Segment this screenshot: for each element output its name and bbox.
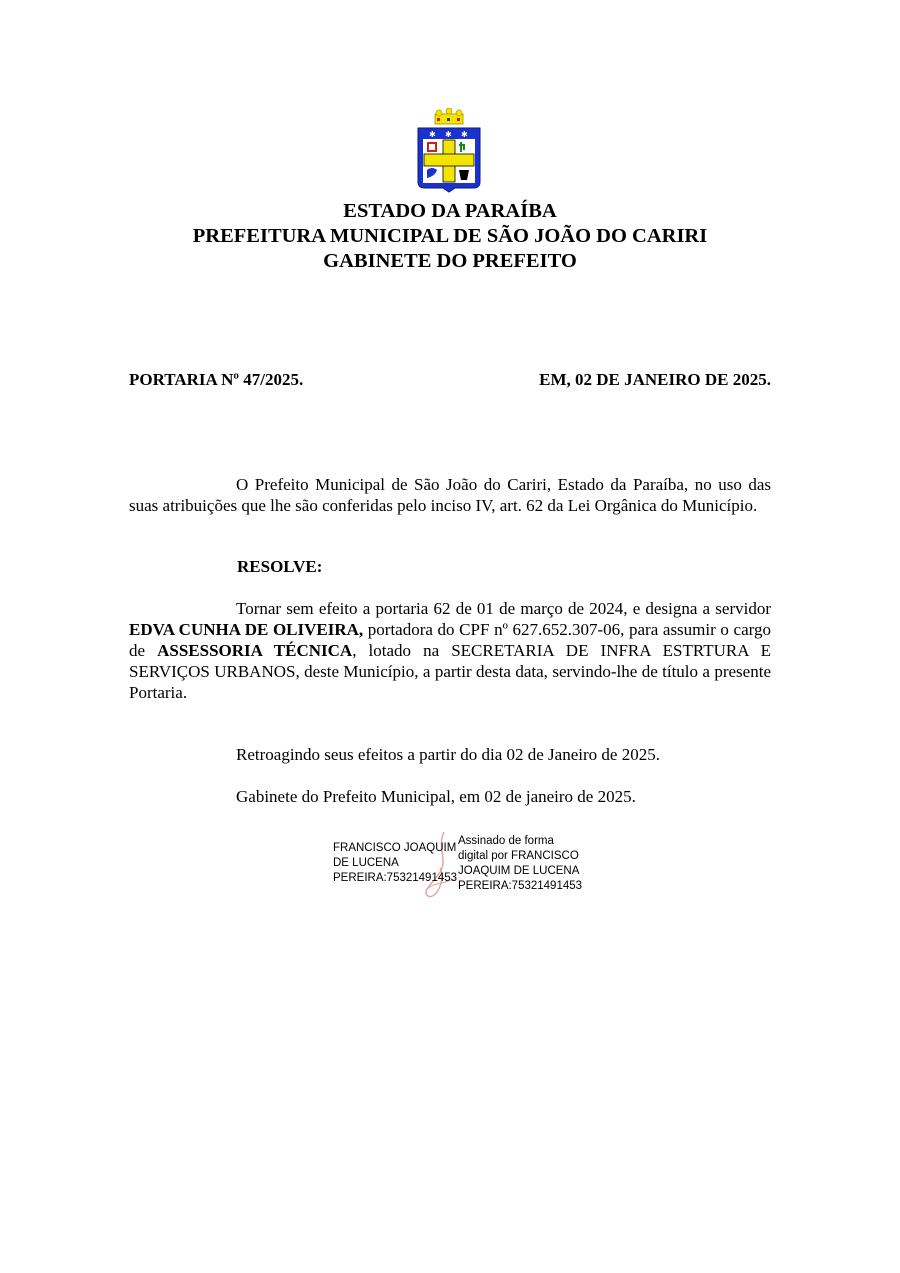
digital-signature-block <box>330 834 590 904</box>
signature-statement-line: JOAQUIM DE LUCENA <box>458 865 580 877</box>
position-name: ASSESSORIA TÉCNICA <box>157 641 353 660</box>
servant-name: EDVA CUNHA DE OLIVEIRA, <box>129 620 364 639</box>
decision-paragraph <box>129 598 771 703</box>
signer-name <box>333 841 458 886</box>
decision-text-2: portadora do CPF nº 627.652.307-06, para assumir o cargo de <box>129 620 771 660</box>
intro-paragraph: O Prefeito Municipal de São João do Cariri, Estado da Paraíba, no uso das suas atribuições que lhe são conferidas pelo inciso IV, art. 62 da Lei Orgânica do Município. <box>129 475 771 515</box>
portaria-number: PORTARIA Nº 47/2025. <box>129 370 304 389</box>
signature-statement-line: Assinado de forma <box>458 835 554 847</box>
resolve-heading: RESOLVE: <box>237 557 323 576</box>
svg-text:✱: ✱ <box>445 130 452 139</box>
signature-statement <box>458 834 588 894</box>
signer-name-line: PEREIRA:75321491453 <box>333 872 458 884</box>
header-office: GABINETE DO PREFEITO <box>323 250 577 272</box>
decision-text-3: , lotado na SECRETARIA DE INFRA ESTRTURA E SERVIÇOS URBANOS, deste Município, a partir desta data, servindo-lhe de título a presente Portaria. <box>129 641 772 702</box>
signer-name-line: FRANCISCO JOAQUIM <box>333 842 457 854</box>
closing-paragraph: Gabinete do Prefeito Municipal, em 02 de janeiro de 2025. <box>236 787 636 806</box>
header-state: ESTADO DA PARAÍBA <box>343 200 557 222</box>
coat-of-arms-icon <box>415 108 483 194</box>
svg-text:✱: ✱ <box>461 130 468 139</box>
svg-text:✱: ✱ <box>429 130 436 139</box>
header-municipality: PREFEITURA MUNICIPAL DE SÃO JOÃO DO CARIRI <box>192 225 708 247</box>
signer-name-line: DE LUCENA <box>333 857 399 869</box>
signature-statement-line: digital por FRANCISCO <box>458 850 579 862</box>
decision-text-1: Tornar sem efeito a portaria 62 de 01 de março de 2024, e designa a servidor <box>236 599 771 618</box>
portaria-date: EM, 02 DE JANEIRO DE 2025. <box>539 370 771 389</box>
signature-statement-line: PEREIRA:75321491453 <box>458 880 583 892</box>
retroactive-paragraph: Retroagindo seus efeitos a partir do dia 02 de Janeiro de 2025. <box>236 745 660 764</box>
